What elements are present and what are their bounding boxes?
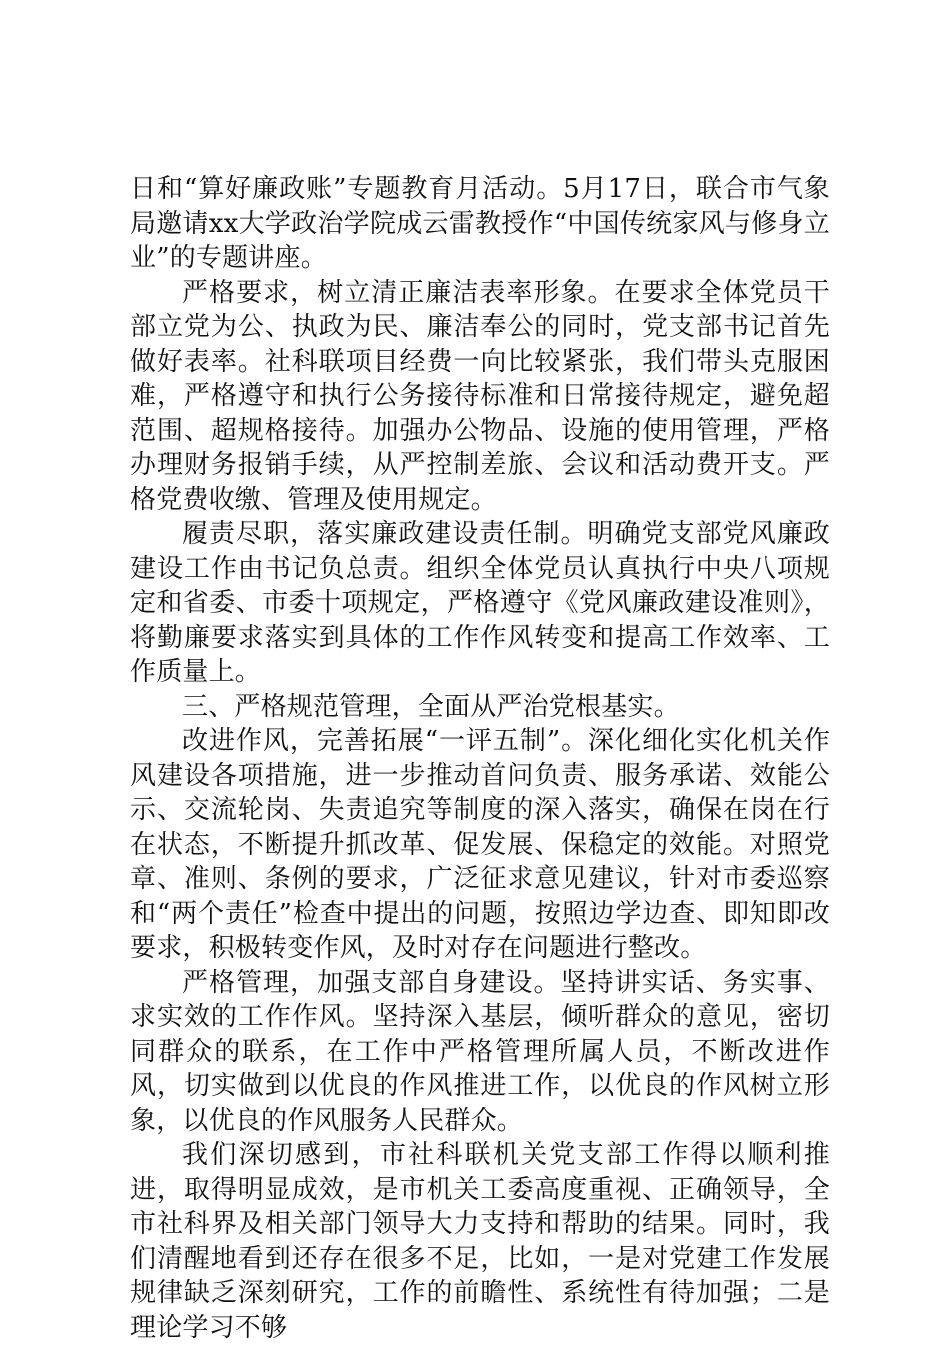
paragraph-reflection: 我们深切感到，市社科联机关党支部工作得以顺利推进，取得明显成效，是市机关工委高度重视、正确领导，全市社科界及相关部门领导大力支持和帮助的结果。同时，我们清醒地看到还存在很多不足，比如，一是对党建工作发展规律缺乏深刻研究，工作的前瞻性、系统性有待加强；二是理论学习不够 (130, 1140, 830, 1343)
paragraph-fulfill-duties: 履责尽职，落实廉政建设责任制。明确党支部党风廉政建设工作由书记负总责。组织全体党员认真执行中央八项规定和省委、市委十项规定，严格遵守《党风廉政建设准则》，将勤廉要求落实到具体的工作作风转变和提高工作效率、工作质量上。 (130, 519, 830, 687)
paragraph-improve-style: 改进作风，完善拓展“一评五制”。深化细化实化机关作风建设各项措施，进一步推动首问负责、服务承诺、效能公示、交流轮岗、失责追究等制度的深入落实，确保在岗在行在状态，不断提升抓改革、促发展、保稳定的效能。对照党章、准则、条例的要求，广泛征求意见建议，针对市委巡察和“两个责任”检查中提出的问题，按照边学边查、即知即改要求，积极转变作风，及时对存在问题进行整改。 (130, 726, 830, 963)
paragraph-strict-management: 严格管理，加强支部自身建设。坚持讲实话、务实事、求实效的工作作风。坚持深入基层，倾听群众的意见，密切同群众的联系，在工作中严格管理所属人员，不断改进作风，切实做到以优良的作风推进工作，以优良的作风树立形象，以优良的作风服务人民群众。 (130, 967, 830, 1136)
paragraph-strict-requirements: 严格要求，树立清正廉洁表率形象。在要求全体党员干部立党为公、执政为民、廉洁奉公的同时，党支部书记首先做好表率。社科联项目经费一向比较紧张，我们带头克服困难，严格遵守和执行公务接待标准和日常接待规定，避免超范围、超规格接待。加强办公物品、设施的使用管理，严格办理财务报销手续，从严控制差旅、会议和活动费开支。严格党费收缴、管理及使用规定。 (130, 277, 830, 515)
document-body (130, 172, 830, 1345)
paragraph-continuation: 日和“算好廉政账”专题教育月活动。5月17日，联合市气象局邀请xx大学政治学院成云雷教授作“中国传统家风与修身立业”的专题讲座。 (130, 174, 830, 273)
section-heading-three: 三、严格规范管理，全面从严治党根基实。 (182, 691, 680, 722)
